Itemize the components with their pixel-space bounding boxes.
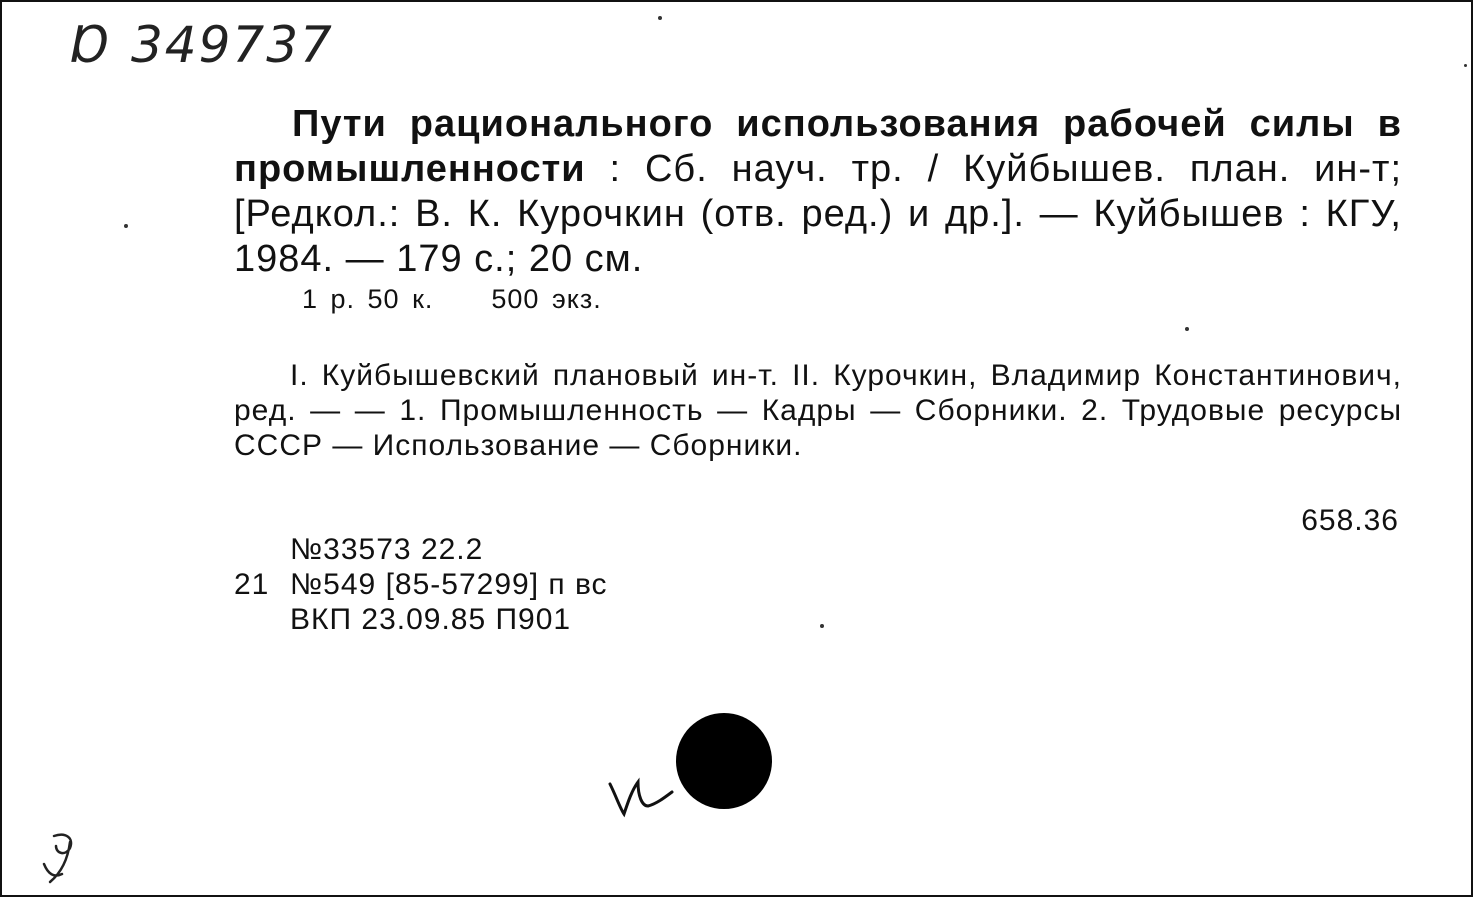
- title: Пути рационального использования рабочей силы в промышленности: [234, 103, 1402, 190]
- code-text: №549 [85-57299] п вс: [290, 568, 608, 601]
- bibliographic-description: [234, 102, 1402, 282]
- code-text: ВКП 23.09.85 П901: [290, 603, 572, 636]
- price-line: [302, 284, 602, 315]
- ink-dot: [676, 713, 772, 809]
- speck: [1185, 327, 1189, 331]
- classification-number: 658.36: [1301, 504, 1399, 537]
- handwritten-corner-mark: [32, 828, 92, 888]
- code-row: [234, 567, 608, 602]
- subject-notes: I. Куйбышевский плановый ин-т. II. Курочкин, Владимир Константинович, ред. — — 1. Промышленность — Кадры — Сборники. 2. Трудовые ресурсы СССР — Использование — Сборники.: [234, 359, 1402, 462]
- speck: [658, 16, 662, 20]
- code-block: [234, 532, 608, 637]
- speck: [820, 624, 824, 628]
- code-prefix: [234, 602, 290, 637]
- code-row: [234, 532, 608, 567]
- code-prefix: [234, 532, 290, 567]
- code-prefix: 21: [234, 568, 270, 601]
- handwritten-inventory-number: Ɒ 349737: [72, 16, 334, 74]
- code-text: №33573 22.2: [290, 533, 484, 566]
- handwritten-check-mark: [602, 762, 682, 822]
- description-rest: : Сб. науч. тр. / Куйбышев. план. ин-т; [Редкол.: В. К. Курочкин (отв. ред.) и др.]. — Куйбышев : КГУ, 1984. — 179 с.; 20 см.: [234, 148, 1402, 280]
- copies: 500 экз.: [491, 284, 602, 314]
- speck: [124, 224, 128, 228]
- speck: [1464, 64, 1467, 67]
- price: 1 р. 50 к.: [302, 284, 434, 314]
- code-row: [234, 602, 608, 637]
